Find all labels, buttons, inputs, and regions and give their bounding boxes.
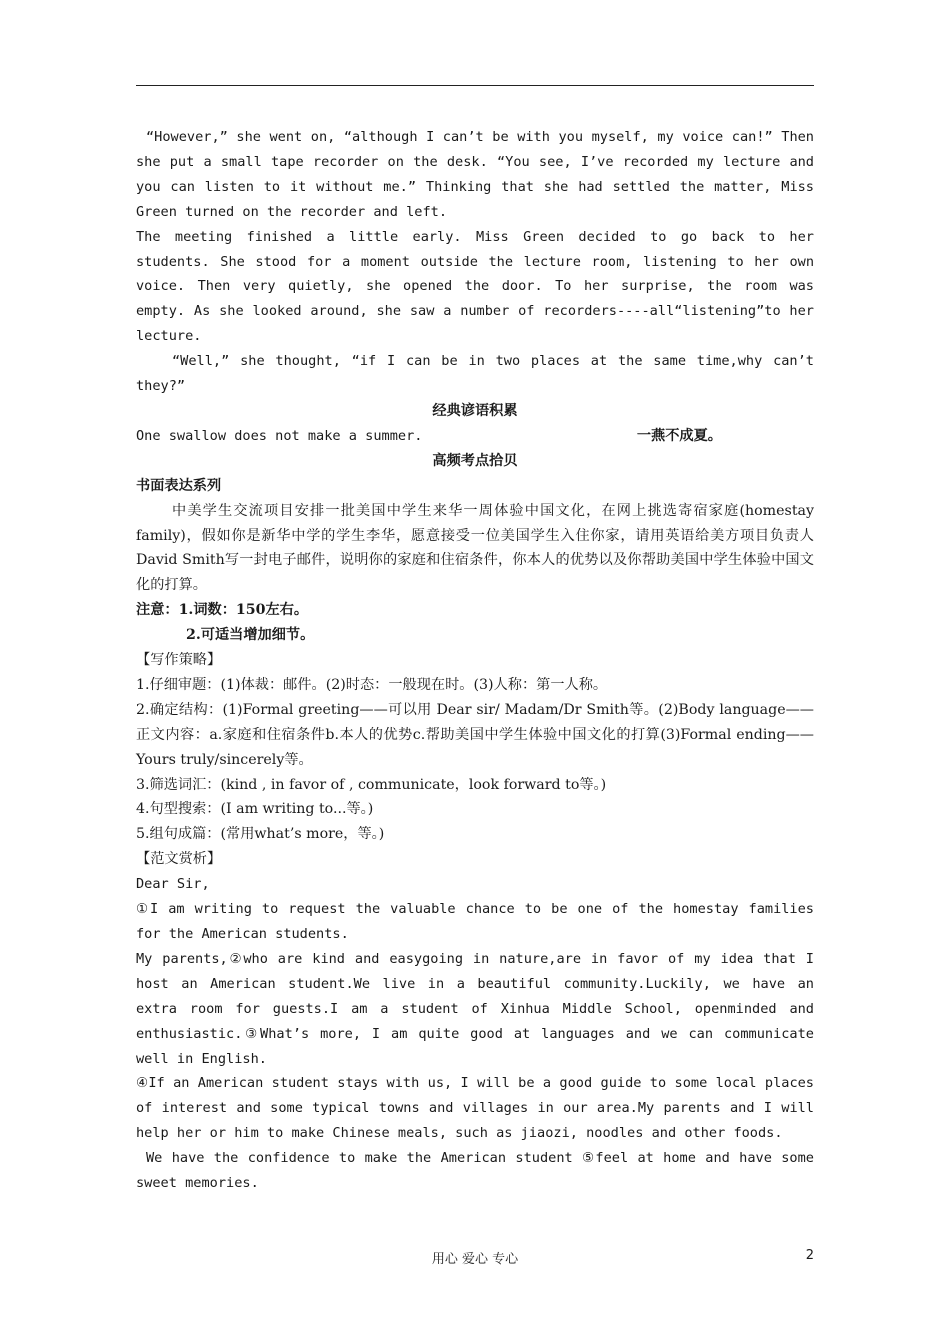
story-paragraph-3: “Well,” she thought, “if I can be in two places at the same time,why can’t they?” xyxy=(136,353,814,395)
exam-heading: 高频考点拾贝 xyxy=(432,452,518,469)
sample-paragraph: We have the confidence to make the American student ⑤feel at home and have some sweet memories. xyxy=(136,1150,814,1192)
proverb-heading: 经典谚语积累 xyxy=(432,402,518,419)
proverb-english: One swallow does not make a summer. xyxy=(136,427,423,444)
note-details: 2.可适当增加细节。 xyxy=(186,627,315,644)
page-number: 2 xyxy=(805,1248,814,1263)
writing-prompt: 中美学生交流项目安排一批美国中学生来华一周体验中国文化，在网上挑选寄宿家庭(homestay family)，假如你是新华中学的学生李华，愿意接受一位美国学生入住你家，请用英语给美方项目负责人David Smith写一封电子邮件，说明你的家庭和住宿条件，你本人的优势以及你帮助美国中学生体验中国文化的打算。 xyxy=(136,502,814,594)
strategy-title: 【写作策略】 xyxy=(136,652,222,669)
strategy-item: 3.筛选词汇：(kind , in favor of , communicate，look forward to等。) xyxy=(136,776,607,793)
footer-motto: 用心 爱心 专心 xyxy=(431,1252,519,1267)
sample-paragraph: ①I am writing to request the valuable chance to be one of the homestay families for the American students. xyxy=(136,901,814,942)
story-paragraph-2: The meeting finished a little early. Miss Green decided to go back to her students. She stood for a moment outside the lecture room, listening to her own voice. Then very quietly, she opened the door. To her surprise, the room was empty. As she looked around, she saw a number of recorders----all“listening”to her lecture. xyxy=(136,228,814,345)
strategy-item: 1.仔细审题：(1)体裁：邮件。(2)时态：一般现在时。(3)人称：第一人称。 xyxy=(136,676,608,693)
sample-paragraph: ④If an American student stays with us, I will be a good guide to some local places of interest and some typical towns and villages in our area.My parents and I will help her or him to make Chinese meals, such as jiaozi, noodles and other foods. xyxy=(136,1075,814,1142)
document-body xyxy=(136,125,814,1196)
story-paragraph-1: “However,” she went on, “although I can’t be with you myself, my voice can!” Then she put a small tape recorder on the desk. “You see, I’ve recorded my lecture and you can listen to it without me.” Thinking that she had settled the matter, Miss Green turned on the recorder and left. xyxy=(136,129,814,220)
note-word-count: 注意：1.词数：150左右。 xyxy=(136,602,309,619)
sample-greeting: Dear Sir, xyxy=(136,876,210,893)
series-title: 书面表达系列 xyxy=(136,477,222,494)
proverb-chinese: 一燕不成夏。 xyxy=(636,427,722,444)
strategy-item: 5.组句成篇：(常用what’s more，等。) xyxy=(136,826,385,843)
sample-paragraph: My parents,②who are kind and easygoing in nature,are in favor of my idea that I host an American student.We live in a beautiful community.Luckily, we have an extra room for guests.I am a student of Xinhua Middle School, openminded and enthusiastic.③What’s more, I am quite good at languages and we can communicate well in English. xyxy=(136,950,814,1067)
proverb-line xyxy=(136,424,814,449)
header-rule xyxy=(136,85,814,86)
strategy-item: 2.确定结构：(1)Formal greeting——可以用 Dear sir/ Madam/Dr Smith等。(2)Body language——正文内容：a.家庭和住宿条件b.本人的优势c.帮助美国中学生体验中国文化的打算(3)Formal ending——Yours truly/sincerely等。 xyxy=(136,701,814,768)
strategy-item: 4.句型搜索：(I am writing to...等。) xyxy=(136,801,374,818)
sample-title: 【范文赏析】 xyxy=(136,851,222,868)
